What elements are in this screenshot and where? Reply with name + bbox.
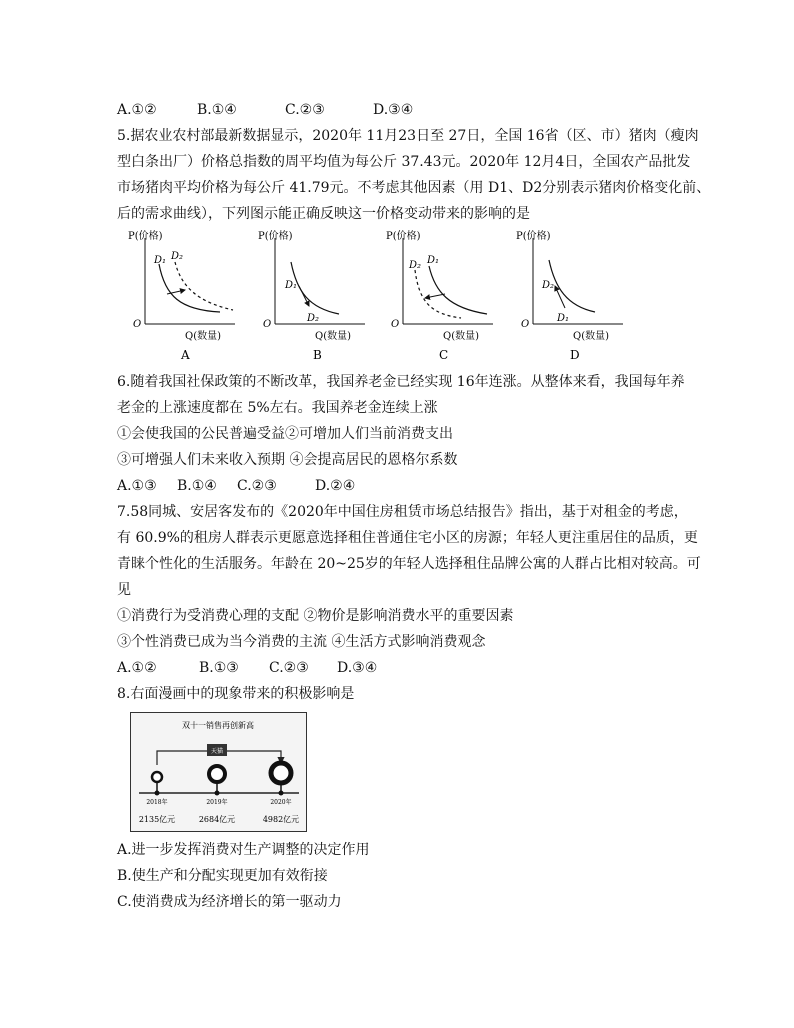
- graph-a-curve2: D₂: [171, 251, 184, 262]
- q4-option-b: B.①④: [197, 102, 237, 118]
- comic-amount-2020: 4982亿元: [262, 815, 300, 824]
- graph-c-origin: O: [391, 319, 400, 330]
- pin-2020: [271, 763, 291, 796]
- q6-line-4: ③可增强人们未来收入预期 ④会提高居民的恩格尔系数: [117, 452, 458, 468]
- q4-option-d: D.③④: [373, 102, 414, 118]
- graph-d-xlabel: Q(数量): [573, 331, 610, 342]
- sales-comic-drawing: [131, 713, 306, 831]
- graph-a-curve1: D₁: [154, 255, 167, 266]
- graph-d-letter: D: [570, 348, 580, 362]
- graph-a-origin: O: [133, 319, 142, 330]
- q7-line-4: 见: [117, 582, 131, 598]
- pin-2018: [152, 772, 162, 796]
- graph-b: [258, 229, 365, 362]
- graph-c-letter: C: [439, 348, 449, 362]
- graph-c-curve2: D₁: [427, 255, 440, 266]
- comic-amount-2018: 2135亿元: [138, 815, 176, 824]
- comic-title: 双十一销售再创新高: [182, 721, 254, 730]
- comic-badge: 天猫: [210, 748, 224, 755]
- q7-line-1: 7.58同城、安居客发布的《2020年中国住房租赁市场总结报告》指出，基于对租金的考虑，: [117, 504, 688, 520]
- q7-line-2: 有 60.9%的租房人群表示更愿意选择租住普通住宅小区的房源；年轻人更注重居住的品质，更: [117, 530, 698, 546]
- comic-year-2020: 2020年: [270, 799, 292, 806]
- q7-options: [117, 658, 377, 678]
- q5-line-3: 市场猪肉平均价格为每公斤 41.79元。不考虑其他因素（用 D1、D2分别表示猪肉价格变化前、: [117, 180, 711, 196]
- q7-option-c: C.②③: [269, 660, 309, 676]
- q6-option-c: C.②③: [237, 478, 277, 494]
- graph-a-letter: A: [181, 348, 190, 362]
- q4-option-c: C.②③: [285, 102, 325, 118]
- q7-line-5: ①消费行为受消费心理的支配 ②物价是影响消费水平的重要因素: [117, 608, 514, 624]
- q8-option-c: C.使消费成为经济增长的第一驱动力: [117, 894, 342, 910]
- graph-d-ylabel: P(价格): [516, 231, 551, 242]
- q8-option-b: B.使生产和分配实现更加有效衔接: [117, 868, 328, 884]
- q6-line-1: 6.随着我国社保政策的不断改革，我国养老金已经实现 16年连涨。从整体来看，我国每年养: [117, 374, 685, 390]
- q6-line-2: 老金的上涨速度都在 5%左右。我国养老金连续上涨: [117, 400, 438, 416]
- graph-b-ylabel: P(价格): [258, 231, 293, 242]
- q8-stem: 8.右面漫画中的现象带来的积极影响是: [117, 686, 355, 702]
- graph-b-origin: O: [263, 319, 272, 330]
- q7-option-d: D.③④: [337, 660, 378, 676]
- q6-options: [117, 476, 355, 496]
- q6-option-a: A.①③: [117, 478, 157, 494]
- q7-line-3: 青睐个性化的生活服务。年龄在 20~25岁的年轻人选择租住品牌公寓的人群占比相对较高。可: [117, 556, 701, 572]
- graph-d: [516, 229, 623, 362]
- q5-line-2: 型白条出厂）价格总指数的周平均值为每公斤 37.43元。2020年 12月4日，全国农产品批发: [117, 154, 691, 170]
- pin-2019: [209, 766, 225, 796]
- graph-c-xlabel: Q(数量): [443, 331, 480, 342]
- graph-c-ylabel: P(价格): [386, 231, 421, 242]
- q6-line-3: ①会使我国的公民普遍受益②可增加人们当前消费支出: [117, 426, 453, 442]
- comic-year-2018: 2018年: [146, 799, 168, 806]
- sales-comic: [130, 712, 307, 832]
- q5-line-1: 5.据农业农村部最新数据显示，2020年 11月23日至 27日，全国 16省（区、市）猪肉（瘦肉: [117, 128, 699, 144]
- graph-a: [128, 229, 235, 362]
- comic-year-2019: 2019年: [206, 799, 228, 806]
- graph-b-curve1: D₁: [285, 280, 298, 291]
- q7-line-6: ③个性消费已成为当今消费的主流 ④生活方式影响消费观念: [117, 634, 486, 650]
- graph-d-curve2: D₁: [557, 313, 570, 324]
- graph-c-curve1: D₂: [409, 260, 422, 271]
- q8-option-a: A.进一步发挥消费对生产调整的决定作用: [117, 842, 370, 858]
- q5-graphs: [125, 226, 625, 366]
- graph-a-xlabel: Q(数量): [185, 331, 222, 342]
- q6-option-d: D.②④: [315, 478, 356, 494]
- graph-b-letter: B: [313, 348, 322, 362]
- graph-b-curve2: D₂: [307, 313, 320, 324]
- comic-amount-2019: 2684亿元: [198, 815, 236, 824]
- q4-options: [117, 100, 413, 120]
- graph-b-xlabel: Q(数量): [315, 331, 352, 342]
- q7-option-b: B.①③: [199, 660, 239, 676]
- q5-line-4: 后的需求曲线），下列图示能正确反映这一价格变动带来的影响的是: [117, 206, 530, 222]
- graph-c: [386, 229, 493, 362]
- q4-option-a: A.①②: [117, 102, 157, 118]
- graph-d-origin: O: [521, 319, 530, 330]
- graph-d-curve1: D₂: [542, 280, 555, 291]
- graph-a-ylabel: P(价格): [128, 231, 163, 242]
- q6-option-b: B.①④: [177, 478, 217, 494]
- q7-option-a: A.①②: [117, 660, 157, 676]
